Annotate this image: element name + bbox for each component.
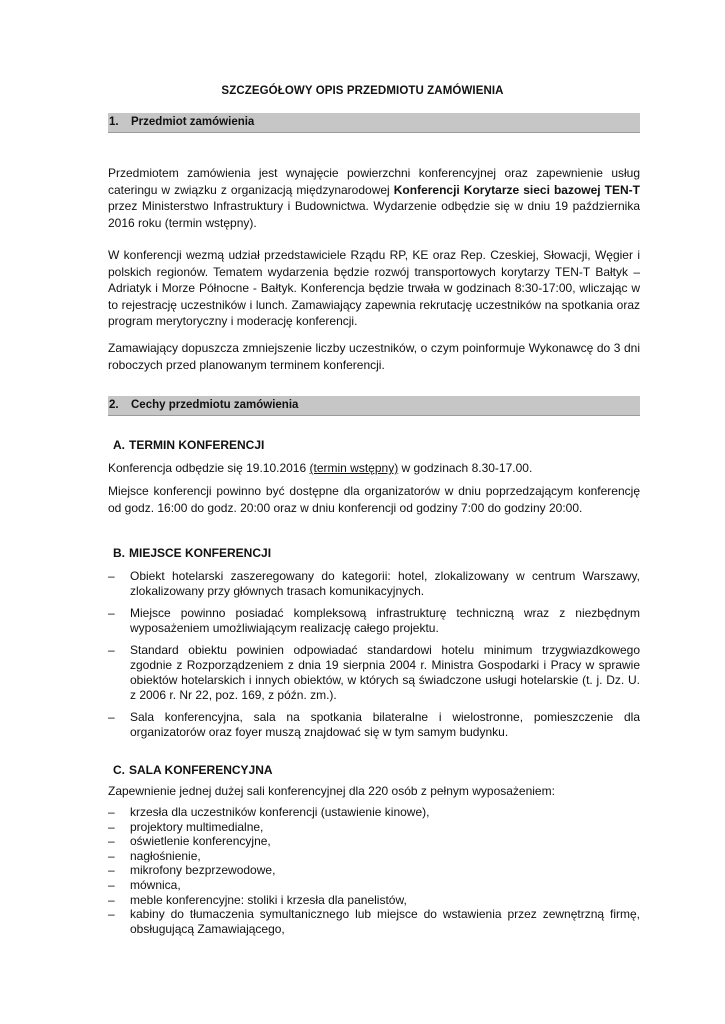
list-item (108, 643, 640, 702)
a-p1-underlined: (termin wstępny) (309, 461, 399, 475)
section-1-header (108, 113, 640, 133)
p1-text-a: Przedmiotem zamówienia jest wynajęcie powierzchni konferencyjnej oraz zapewnienie usług cateringu w związku z organizacją międzynarodowej (108, 166, 640, 197)
dash-bullet: – (108, 606, 115, 621)
subsection-a-paragraph-1 (108, 460, 640, 477)
list-item (108, 863, 640, 878)
list-item (108, 907, 640, 936)
list-item (108, 710, 640, 740)
section-2-number: 2. (109, 399, 119, 411)
dash-bullet: – (108, 848, 115, 863)
list-item (108, 606, 640, 636)
list-item-text: meble konferencyjne: stoliki i krzesła dla panelistów, (130, 892, 407, 907)
section-1-paragraph-1 (108, 165, 640, 231)
list-item-text: mównica, (130, 877, 181, 892)
dash-bullet: – (108, 709, 115, 724)
list-item (108, 820, 640, 835)
p1-text-bold: Konferencji Korytarze sieci bazowej TEN-T (393, 182, 640, 197)
list-item-text: Sala konferencyjna, sala na spotkania bilateralne i wielostronne, pomieszczenie dla organizatorów oraz foyer muszą znajdować się w tym samym budynku. (130, 709, 640, 739)
list-item-text: mikrofony bezprzewodowe, (130, 863, 276, 878)
subsection-b-title: MIEJSCE KONFERENCJI (129, 546, 272, 560)
subsection-b-letter: B. (113, 546, 125, 560)
p1-text-b: przez Ministerstwo Infrastruktury i Budownictwa. Wydarzenie odbędzie się w dniu 19 października 2016 roku (termin wstępny). (108, 199, 640, 230)
subsection-c-heading (113, 763, 273, 777)
section-1-number: 1. (109, 116, 119, 128)
dash-bullet: – (108, 569, 115, 583)
list-item (108, 878, 640, 893)
list-item-text: Miejsce powinno posiadać kompleksową infrastrukturę techniczną wraz z niezbędnym wyposażeniem umożliwiającym realizację całego projektu. (130, 606, 640, 635)
subsection-b-list (108, 569, 640, 747)
list-item-text: Standard obiektu powinien odpowiadać standardowi hotelu minimum trzygwiazdkowego zgodnie z Rozporządzeniem z dnia 19 sierpnia 2004 r. Ministra Gospodarki i Pracy w sprawie obiektów hotelarskich i innych obiektów, w których są świadczone usługi hotelarskie (t. j. Dz. U. z 2006 r. Nr 22, poz. 169, z późn. zm.). (130, 643, 640, 702)
dash-bullet: – (108, 819, 115, 834)
dash-bullet: – (108, 892, 115, 907)
list-item-text: Obiekt hotelarski zaszeregowany do kategorii: hotel, zlokalizowany w centrum Warszawy, zlokalizowany przy głównych trasach komunikacyjnych. (130, 569, 640, 598)
dash-bullet: – (108, 643, 115, 658)
list-item-text: projektory multimedialne, (130, 819, 264, 834)
subsection-a-paragraph-2: Miejsce konferencji powinno być dostępne dla organizatorów w dniu poprzedzającym konferencję od godz. 16:00 do godz. 20:00 oraz w dniu konferencji od godziny 7:00 do godziny 20:00. (108, 484, 640, 515)
section-1-heading: Przedmiot zamówienia (131, 116, 255, 128)
list-item (108, 569, 640, 599)
subsection-a-letter: A. (113, 438, 125, 452)
section-1-paragraph-3: Zamawiający dopuszcza zmniejszenie liczby uczestników, o czym poinformuje Wykonawcę do 3 dni roboczych przed planowanym terminem konferencji. (108, 341, 640, 372)
document-title: SZCZEGÓŁOWY OPIS PRZEDMIOTU ZAMÓWIENIA (221, 85, 504, 97)
dash-bullet: – (108, 877, 115, 892)
list-item (108, 805, 640, 820)
subsection-c-letter: C. (113, 763, 125, 777)
list-item (108, 849, 640, 864)
dash-bullet: – (108, 805, 115, 819)
a-p1-text-a: Konferencja odbędzie się 19.10.2016 (108, 461, 310, 475)
list-item-text: krzesła dla uczestników konferencji (ustawienie kinowe), (130, 805, 430, 819)
dash-bullet: – (108, 863, 115, 878)
section-2-heading: Cechy przedmiotu zamówienia (131, 399, 299, 411)
subsection-c-list (108, 805, 640, 936)
list-item-text: kabiny do tłumaczenia symultanicznego lub miejsce do wstawienia przez zewnętrzną firmę, obsługującą Zamawiającego, (130, 907, 640, 936)
subsection-b-heading (113, 546, 271, 560)
subsection-a-title: TERMIN KONFERENCJI (129, 438, 265, 452)
list-item-text: oświetlenie konferencyjne, (130, 834, 271, 849)
dash-bullet: – (108, 834, 115, 849)
dash-bullet: – (108, 907, 115, 922)
a-p1-text-b: w godzinach 8.30-17.00. (398, 461, 533, 475)
list-item (108, 893, 640, 908)
section-1-paragraph-2: W konferencji wezmą udział przedstawiciele Rządu RP, KE oraz Rep. Czeskiej, Słowacji, Węgier i polskich regionów. Tematem wydarzenia będzie rozwój transportowych korytarzy TEN-T Bałtyk – Adriatyk i Morze Północne - Bałtyk. Konferencja będzie trwała w godzinach 8:30-17:00, wliczając w to rejestrację uczestników i lunch. Zamawiający zapewnia rekrutację uczestników na spotkania oraz program merytoryczny i moderację konferencji. (108, 248, 640, 328)
section-2-header (108, 396, 640, 416)
subsection-c-intro: Zapewnienie jednej dużej sali konferencyjnej dla 220 osób z pełnym wyposażeniem: (108, 784, 555, 798)
list-item (108, 834, 640, 849)
subsection-a-heading (113, 438, 264, 452)
subsection-c-title: SALA KONFERENCYJNA (129, 763, 273, 777)
list-item-text: nagłośnienie, (130, 848, 201, 863)
